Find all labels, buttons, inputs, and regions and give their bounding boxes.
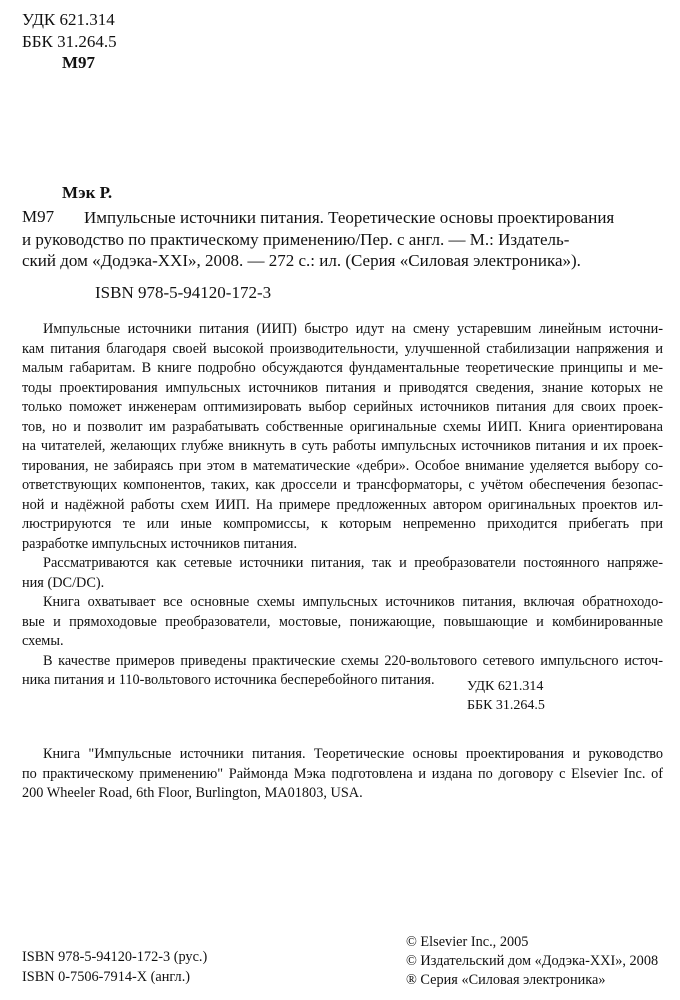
biblio-line: ский дом «Додэка-XXI», 2008. — 272 с.: ил. (Серия «Силовая электроника»). <box>22 251 581 270</box>
annotation-line: ния (DC/DC). <box>22 574 105 591</box>
bbk-code-repeat: ББК 31.264.5 <box>467 698 545 713</box>
series-trademark: ® Серия «Силовая электроника» <box>406 972 606 988</box>
isbn-russian: ISBN 978-5-94120-172-3 (рус.) <box>22 949 208 965</box>
biblio-line: Импульсные источники питания. Теоретические основы проектирования <box>84 208 615 227</box>
license-line: Книга "Импульсные источники питания. Теоретические основы проектирования и руководство <box>43 746 663 762</box>
annotation <box>22 320 663 691</box>
license-line: по практическому применению" Раймонда Мэка подготовлена и издана по договору с Elsevier Inc. of <box>22 765 663 782</box>
annotation-line: тоды проектирования импульсных источников питания и приводятся сведения, знание которых не <box>22 379 663 396</box>
annotation-line: ника питания и 110-вольтового источника бесперебойного питания. <box>22 672 435 688</box>
annotation-line: только поможет инженерам оптимизировать выбор серийных источников питания для своих проек- <box>22 399 663 415</box>
annotation-line: Рассматриваются как сетевые источники питания, так и преобразователи постоянного напряже- <box>43 555 663 571</box>
annotation-line: вые и прямоходовые преобразователи, мостовые, понижающие, повышающие и комбинированные <box>22 613 663 630</box>
isbn-english: ISBN 0-7506-7914-X (англ.) <box>22 969 191 985</box>
annotation-line: кам питания благодаря своей высокой производительности, улучшенной стабилизации напряжения и <box>22 340 663 357</box>
license-statement <box>22 745 663 804</box>
udk-code-repeat: УДК 621.314 <box>467 679 544 694</box>
author-code: М97 <box>62 53 96 72</box>
annotation-line: люстрируются те или иные компромиссы, к которым непременно приходится прибегать при <box>22 516 663 532</box>
annotation-line: ответствующих компонентов, таких, как дроссели и трансформаторы, с учётом обеспечения безопас- <box>22 477 663 493</box>
license-line: 200 Wheeler Road, 6th Floor, Burlington, MA01803, USA. <box>22 785 363 801</box>
annotation-line: ной и надёжной работы схем ИИП. На примере предложенных автором оригинальных проектов ил- <box>22 496 663 513</box>
annotation-line: тов, но и позволит им разрабатывать собственные оригинальные схемы ИИП. Книга ориентирована <box>22 418 663 435</box>
udk-code: УДК 621.314 <box>22 10 115 29</box>
card-isbn: ISBN 978-5-94120-172-3 <box>95 283 272 302</box>
annotation-line: на читателей, желающих глубже вникнуть в суть работы импульсных источников питания и их проек- <box>22 438 663 454</box>
annotation-line: малым габаритам. В книге подробно обсуждаются фундаментальные теоретические принципы и ме- <box>22 360 663 376</box>
copyright-elsevier: © Elsevier Inc., 2005 <box>406 934 529 950</box>
annotation-line: тирования, не забираясь при этом в математические «дебри». Особое внимание уделяется выбору со- <box>22 457 663 474</box>
annotation-line: схемы. <box>22 633 64 649</box>
annotation-line: Книга охватывает все основные схемы импульсных источников питания, включая обратноходо- <box>43 594 663 610</box>
card-author-code: М97 <box>22 207 55 226</box>
biblio-line: и руководство по практическому применению/Пер. с англ. — М.: Издатель- <box>22 229 570 249</box>
author-name: Мэк Р. <box>62 183 113 202</box>
copyright-dodeka: © Издательский дом «Додэка-XXI», 2008 <box>406 953 659 969</box>
annotation-line: В качестве примеров приведены практические схемы 220-вольтового сетевого импульсного источ- <box>43 652 663 669</box>
bbk-code: ББК 31.264.5 <box>22 32 117 51</box>
annotation-line: разработке импульсных источников питания. <box>22 535 298 552</box>
bibliographic-description <box>22 207 670 272</box>
annotation-line: Импульсные источники питания (ИИП) быстро идут на смену устаревшим линейным источни- <box>43 321 663 337</box>
